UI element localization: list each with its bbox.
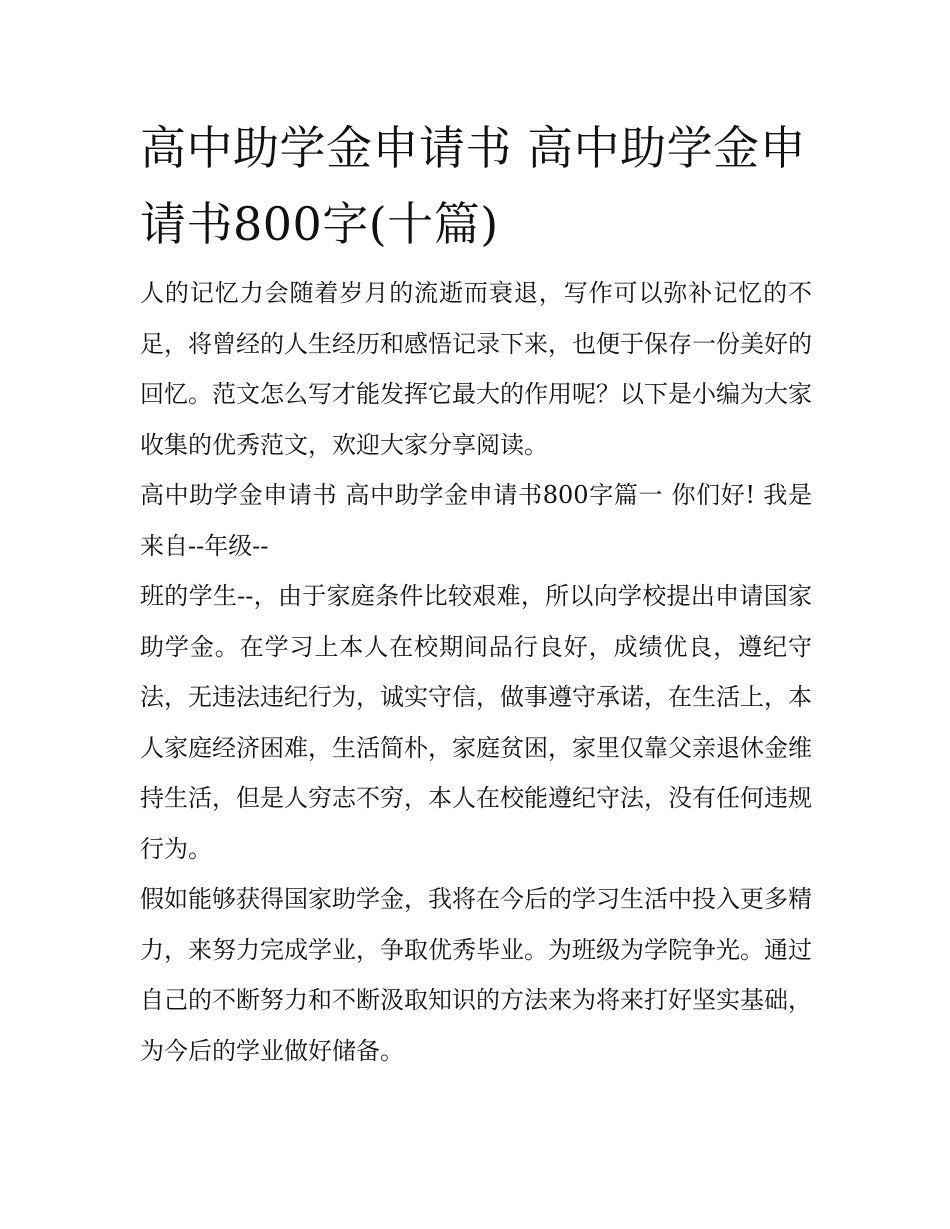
paragraph-intro: 人的记忆力会随着岁月的流逝而衰退，写作可以弥补记忆的不足，将曾经的人生经历和感悟记录下来，也便于保存一份美好的回忆。范文怎么写才能发挥它最大的作用呢？以下是小编为大家收集的优秀范文，欢迎大家分享阅读。	[140, 279, 812, 459]
paragraph-family-situation: 班的学生--，由于家庭条件比较艰难，所以向学校提出申请国家助学金。在学习上本人在校期间品行良好，成绩优良，遵纪守法，无违法违纪行为，诚实守信，做事遵守承诺，在生活上，本人家庭经济困难，生活简朴，家庭贫困，家里仅靠父亲退休金维持生活，但是人穷志不穷，本人在校能遵纪守法，没有任何违规行为。	[140, 582, 812, 863]
document-title: 高中助学金申请书 高中助学金申请书800字(十篇)	[140, 121, 807, 251]
paragraph-commitment: 假如能够获得国家助学金，我将在今后的学习生活中投入更多精力，来努力完成学业，争取优秀毕业。为班级为学院争光。通过自己的不断努力和不断汲取知识的方法来为将来打好坚实基础，为今后的学业做好储备。	[140, 885, 812, 1065]
paragraph-greeting: 高中助学金申请书 高中助学金申请书800字篇一 你们好! 我是来自--年级--	[140, 481, 812, 560]
document-page	[140, 110, 812, 1076]
